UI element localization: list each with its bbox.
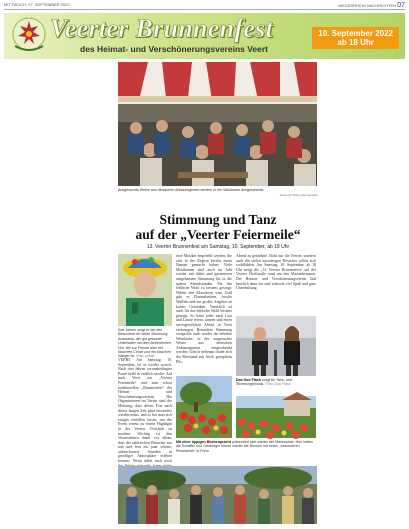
entertainer-credit: Foto: privat (136, 354, 155, 359)
date-line-1: 10. September 2022 (318, 29, 393, 38)
flowers-photo (176, 376, 232, 438)
heimatverein-logo-icon (10, 16, 48, 56)
header-date: MITTWOCH, 07. SEPTEMBER 2022 (4, 2, 70, 7)
entertainer-caption-text: Seit Jahren sorgt er bei den Besuchern für beste Stimmung: Anastasia, der gut gelaunte Unterhalter mit dem farbenfrohen Hut, der zur Freude aller ein bisschen Clown und ein bisschen Sänger ist. (118, 328, 172, 359)
article-deck: 13. Veerter Brunnenfest am Samstag, 10. September, ab 18 Uhr (146, 244, 290, 250)
article-column-1: VEERT. Am Samstag, 10. September, ist es wieder soweit. Nach drei Jahren coronabedingter Pause heißt es endlich wieder: Auf nach Veert zur „Veerter Feiermeile“ und zum schon traditionellen „Brunnenfest“ des Heimat- und Verschönerungsvereins. Die Organisatoren im Verein sind der Meinung, dass dieses Fest nach dieser langen Zeit ganz besonders werden muss, und so hat man sich einiges einfallen lassen, um das Event erneut zu einem Highlight in der Veerter Ortschaft zu machen. Wichtig ist den Veranstaltern dabei vor allem, dass die zahlreichen Besucher aus nah und fern ein paar schöne, unbeschwerte Stunden in geselliger Atmosphäre erleben können. Wenn dabei auch noch (118, 358, 172, 464)
article-column-2: esse Musiker empfiehlt werden, die sich in der Region bereits einen Namen gemacht haben. Viele Musikanten sind auch im Jahr wieder mit dabei und garantieren ausgelassene Stimmung bis in die späten Abendstunden. Für das leibliche Wohl ist bestens gesorgt: Neben den Klassikern vom Grill gibt es Flammkuchen, frische Waffeln und ein großes Angebot an kalten Getränken. Natürlich ist auch für das leibliche Wohl bestens gesorgt. So kann jeder nach Lust und Laune feiern, tanzen und einen unvergesslichen Abend in Veert verbringen. Besondere Stimmung verspricht auch wieder die beliebte Weinlaube, in der ausgesuchte Weine aus deutschen Anbauregionen ausgeschenkt werden. Gleich nebenan findet sich der Bierstand mit frisch gezapftem Pils. (176, 254, 232, 364)
band-credit: Foto: Duo Flash (265, 382, 291, 387)
wine-tent-credit: Fotos (4): Pierre-Uwe Gerdsen (279, 193, 318, 197)
flowers-caption-text: präsentiert sich wieder der Marienplatz. Hier halten die Schaffer und Ortsbürger immer wieder die Blumen mit einem „besonderen Pinselstrich“ in Form. (176, 440, 314, 453)
band-caption-bold: Das Duo Flash (236, 378, 261, 382)
article-headline (118, 212, 318, 242)
headline-line-2: auf der „Veerter Feiermeile“ (135, 227, 301, 242)
banner-title: Veerter Brunnenfest (50, 14, 274, 43)
flowers-photo-wide (236, 396, 316, 438)
date-line-2: ab 18 Uhr (337, 38, 374, 47)
flowers-caption-bold: Mit einer üppigen Blumenpracht (176, 440, 231, 444)
band-caption-text: sorgt für Tanz- und Stimmungsmusik. (236, 378, 292, 387)
event-date-badge (312, 27, 399, 49)
header-paper: NIEDERRHEIN NACHRICHTEN (338, 3, 397, 8)
banner-subtitle: des Heimat- und Verschönerungsvereins Veert (80, 44, 269, 54)
wine-tent-caption: Ausgesuchte Weine aus deutschen Anbauregionen werden in der Weinlaube ausgeschenkt. (118, 188, 265, 192)
banner (4, 13, 405, 59)
page-number: 07 (397, 2, 405, 9)
flowers-caption (176, 440, 316, 453)
article-column-3: Abend zu genießen! Nicht nur die Veerter, sondern auch die vielen auswärtigen Besucher sollen sich wohlfühlen. Am Samstag, 10. September, ab 18 Uhr steigt die „13. Veerter Brunnenfest“ auf der Veerter Dorfstraße rund um den Marienbrunnen. Der Heimat- und Verschönerungsverein lädt herzlich dazu ein und wünscht viel Spaß und gute Unterhaltung. (236, 254, 316, 291)
crowd-photo (118, 466, 317, 524)
headline-line-1: Stimmung und Tanz (159, 212, 277, 227)
entertainer-photo (118, 254, 172, 326)
page-header (4, 2, 405, 10)
wine-tent-photo (118, 62, 317, 186)
band-caption (236, 378, 316, 387)
entertainer-caption (118, 328, 172, 359)
band-photo (236, 316, 316, 376)
